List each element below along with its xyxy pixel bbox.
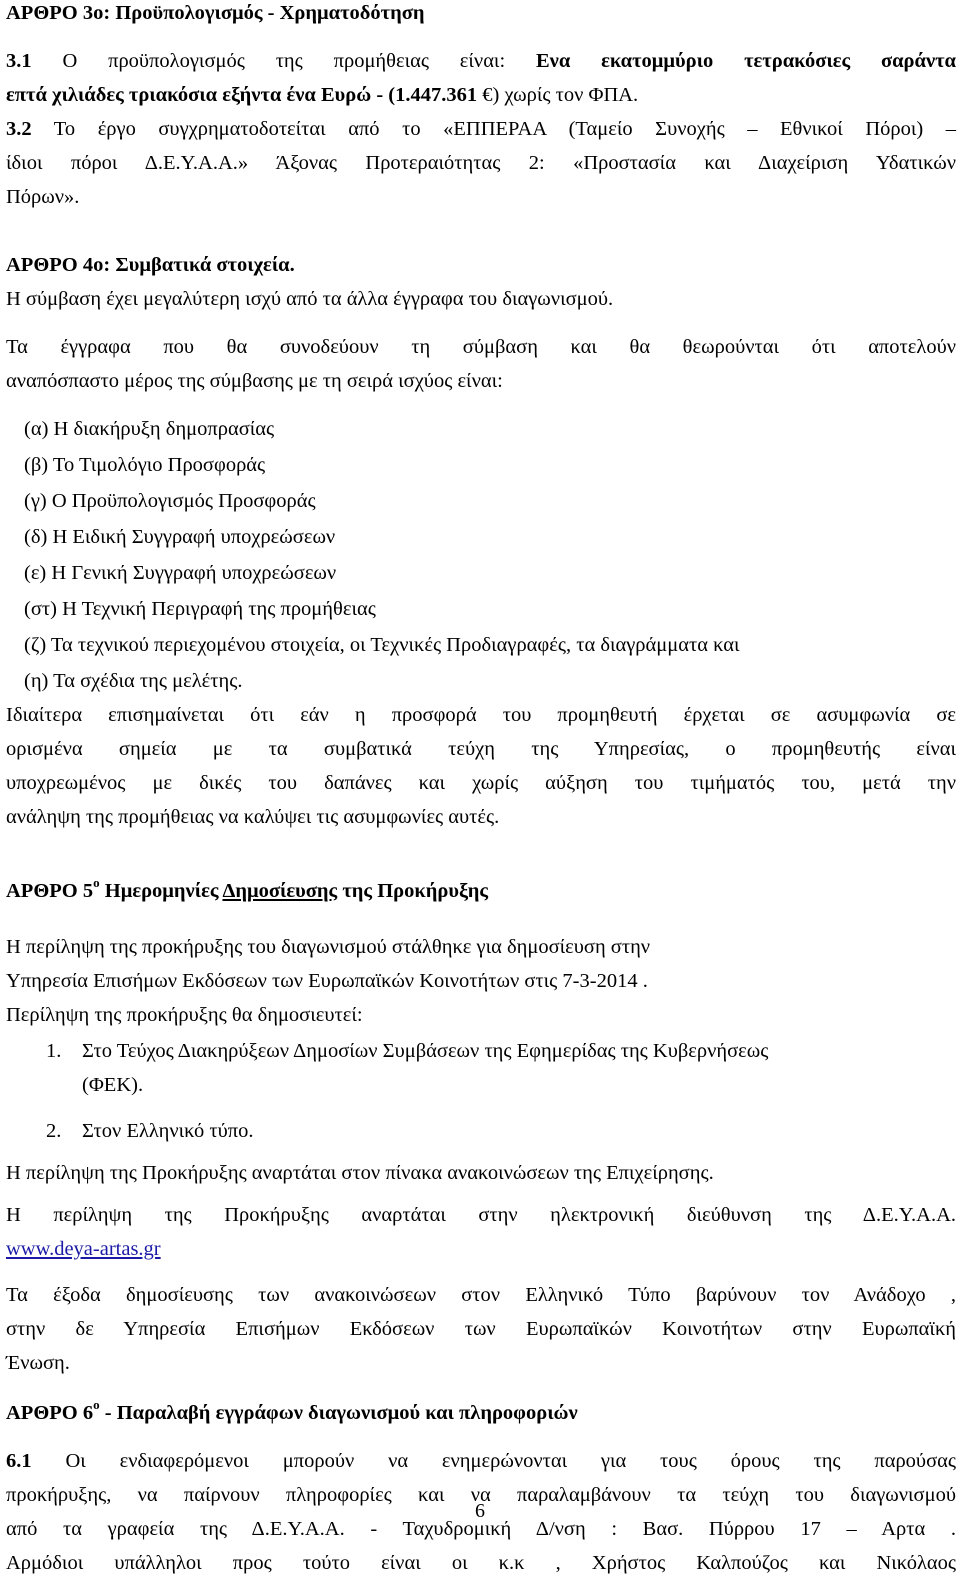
list-item: 2. Στον Ελληνικό τύπο.: [46, 1120, 254, 1142]
list-item: (α) Η διακήρυξη δημοπρασίας: [24, 418, 275, 440]
paragraph-number: 6.1: [6, 1450, 32, 1472]
list-item: (στ) Η Τεχνική Περιγραφή της προμήθειας: [24, 598, 376, 620]
article-4-paragraph-2: Τα έγγραφα που θα συνοδεύουν τη σύμβαση και θα θεωρούνται ότι αποτελούν αναπόσπαστο μέρος της σύμβασης με τη σειρά ισχύος είναι:: [6, 336, 956, 392]
list-item: (η) Τα σχέδια της μελέτης.: [24, 670, 243, 692]
contract-documents-list: [6, 412, 956, 698]
article-6-heading: ΑΡΘΡΟ $6^o$ - Παραλαβή εγγράφων διαγωνισμού και πληροφοριών: [6, 1397, 578, 1424]
page-number: 6: [475, 1500, 485, 1522]
article-4-paragraph-3: Ιδιαίτερα επισημαίνεται ότι εάν η προσφορά του προμηθευτή έρχεται σε ασυμφωνία σε ορισμένα σημεία με τα συμβατικά τεύχη της Υπηρεσίας, ο προμηθευτής είναι υποχρεωμένος με δικές του δαπάνες και χωρίς αύξηση του τιμήματός του, μετά την ανάληψη της προμήθειας να καλύψει τις ασυμφωνίες αυτές.: [6, 704, 956, 828]
website-link[interactable]: www.deya-artas.gr: [6, 1238, 161, 1260]
list-item: (γ) Ο Προϋπολογισμός Προσφοράς: [24, 490, 316, 512]
document-page: [6, 0, 956, 1580]
article-4-paragraph-1: Η σύμβαση έχει μεγαλύτερη ισχύ από τα άλλα έγγραφα του διαγωνισμού.: [6, 288, 614, 310]
publication-list: [6, 1034, 956, 1148]
paragraph-number: 3.2: [6, 118, 32, 140]
article-3-paragraph-1: 3.1 Ο προϋπολογισμός της προμήθειας είναι: Ενα εκατομμύριο τετρακόσιες σαράντα επτά χιλιάδες τριακόσια εξήντα ένα Ευρώ - (1.447.361 €) χωρίς τον ΦΠΑ.: [6, 50, 956, 106]
list-item: (δ) Η Ειδική Συγγραφή υποχρεώσεων: [24, 526, 336, 548]
article-3-heading: ΑΡΘΡΟ 3ο: Προϋπολογισμός - Χρηματοδότηση: [6, 2, 425, 24]
list-item: (β) Το Τιμολόγιο Προσφοράς: [24, 454, 266, 476]
article-6-paragraph-1: 6.1 Οι ενδιαφερόμενοι μπορούν να ενημερώνονται για τους όρους της παρούσας προκήρυξης, να παίρνουν πληροφορίες και να παραλαμβάνουν τα τεύχη του διαγωνισμού από τα γραφεία της Δ.Ε.Υ.Α.Α. - Ταχυδρομική Δ/νση : Βασ. Πύρρου 17 – Αρτα . Αρμόδιοι υπάλληλοι προς τούτο είναι οι κ.κ , Χρήστος Καλπούζος και Νικόλαος: [6, 1450, 956, 1574]
article-5-paragraph-1: Η περίληψη της προκήρυξης του διαγωνισμού στάλθηκε για δημοσίευση στην Υπηρεσία Επισήμων Εκδόσεων των Ευρωπαϊκών Κοινοτήτων στις 7-3-2014 . Περίληψη της προκήρυξης θα δημοσιευτεί:: [6, 936, 651, 1026]
article-5-heading: ΑΡΘΡΟ $5^o$ Ημερομηνίες Δημοσίευσης της Προκήρυξης: [6, 875, 488, 902]
paragraph-number: 3.1: [6, 50, 32, 72]
list-item: (ζ) Τα τεχνικού περιεχομένου στοιχεία, οι Τεχνικές Προδιαγραφές, τα διαγράμματα και: [24, 634, 740, 656]
article-4-heading: ΑΡΘΡΟ 4ο: Συμβατικά στοιχεία.: [6, 254, 295, 276]
list-item: (ε) Η Γενική Συγγραφή υποχρεώσεων: [24, 562, 337, 584]
list-item: 1. Στο Τεύχος Διακηρύξεων Δημοσίων Συμβάσεων της Εφημερίδας της Κυβερνήσεως (ΦΕΚ).: [46, 1040, 769, 1096]
article-5-paragraph-2: Η περίληψη της Προκήρυξης αναρτάται στον πίνακα ανακοινώσεων της Επιχείρησης.: [6, 1162, 714, 1184]
article-5-paragraph-3: Η περίληψη της Προκήρυξης αναρτάται στην ηλεκτρονική διεύθυνση της Δ.Ε.Υ.Α.Α. www.deya-artas.gr: [6, 1204, 956, 1260]
article-3-paragraph-2: 3.2 Το έργο συγχρηματοδοτείται από το «ΕΠΠΕΡΑΑ (Ταμείο Συνοχής – Εθνικοί Πόροι) – ίδιοι πόροι Δ.Ε.Υ.Α.Α.» Άξονας Προτεραιότητας 2: «Προστασία και Διαχείριση Υδατικών Πόρων».: [6, 118, 956, 208]
article-5-paragraph-4: Τα έξοδα δημοσίευσης των ανακοινώσεων στον Ελληνικό Τύπο βαρύνουν τον Ανάδοχο , στην δε Υπηρεσία Επισήμων Εκδόσεων των Ευρωπαϊκών Κοινοτήτων στην Ευρωπαϊκή Ένωση.: [6, 1284, 956, 1374]
